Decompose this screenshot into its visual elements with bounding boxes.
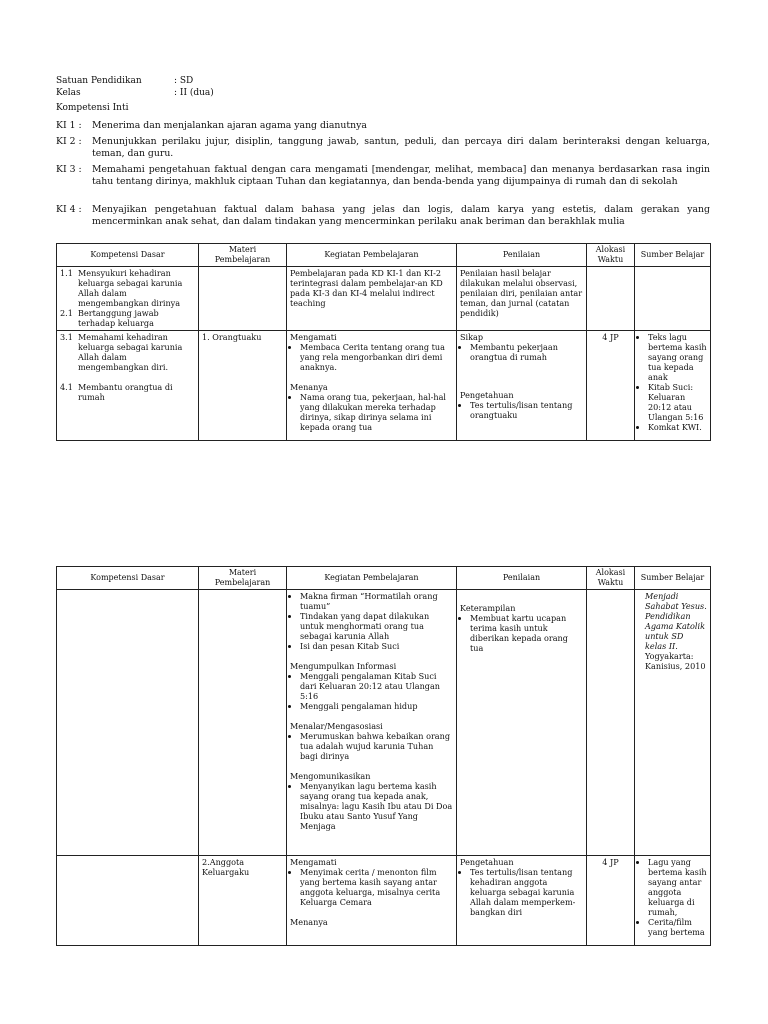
list-item: • Isi dan pesan Kitab Suci [300,641,453,651]
list-item: • Membantu pekerjaan orangtua di rumah [470,342,583,362]
list-item: • Menyanyikan lagu bertema kasih sayang orang tua kepada anak, misalnya: lagu Kasih Ibu atau Di Doa Ibuku atau Santo Yusuf Yang Menjaga [300,781,453,831]
list-item: • Tes tertulis/lisan tentang orangtuaku [470,400,583,420]
ki-2 [56,136,710,160]
kd-cell [57,267,199,331]
header-materi: Materi Pembelajaran [199,244,287,267]
table-row [57,267,711,331]
list-item: • Membaca Cerita tentang orang tua yang rela mengorbankan diri demi anaknya. [300,342,453,372]
kd-text: Bertanggung jawab terhadap keluarga [78,308,159,328]
header-kegiatan: Kegiatan Pembelajaran [287,244,457,267]
rpp-table-1 [56,243,711,441]
kelas-label: Kelas [56,88,81,98]
penilaian-list [460,613,583,653]
kompetensi-inti-heading: Kompetensi Inti [56,103,129,113]
ki-text: Menyajikan pengetahuan faktual dalam bahasa yang jelas dan logis, dalam karya yang estetis, dalam gerakan yang mencerminkan anak sehat, dan dalam tindakan yang mencerminkan perilaku anak beriman dan berakhlak mulia [92,204,710,227]
kegiatan-heading: Mengamati [290,857,337,867]
ki-code: KI 1 : [56,120,82,131]
kd-number: 3.1 [60,332,73,342]
kd-item [60,308,195,328]
table-row [57,856,711,946]
ki-code: KI 2 : [56,136,82,147]
ki-text: Menerima dan menjalankan ajaran agama yang dianutnya [92,120,367,131]
alokasi-cell: 4 JP [587,331,635,441]
sumber-cell [635,590,711,856]
kegiatan-list [290,867,453,907]
penilaian-heading: Keterampilan [460,603,516,613]
list-item: • Makna firman “Hormatilah orang tuamu” [300,591,453,611]
kd-number: 1.1 [60,268,73,278]
alokasi-cell [587,267,635,331]
rpp-table-2 [56,566,711,946]
kegiatan-heading: Menalar/Mengasosiasi [290,721,383,731]
list-item: • Menggali pengalaman hidup [300,701,453,711]
sumber-publisher: Yogyakarta: Kanisius, 2010 [645,651,706,671]
penilaian-cell: Penilaian hasil belajar dilakukan melalui observasi, penilaian diri, penilaian antar teman, dan jurnal (catatan pendidik) [457,267,587,331]
header-sumber: Sumber Belajar [635,244,711,267]
penilaian-cell [457,590,587,856]
sumber-cell [635,267,711,331]
kegiatan-cell [287,331,457,441]
sumber-book-title: Menjadi Sahabat Yesus. Pendidikan Agama Katolik untuk SD kelas II. [645,591,707,651]
header-kd: Kompetensi Dasar [57,244,199,267]
header-alokasi: Alokasi Waktu [587,244,635,267]
penilaian-heading: Sikap [460,332,484,342]
list-item: • Lagu yang bertema kasih sayang antar anggota keluarga di rumah, [648,857,707,917]
ki-code: KI 3 : [56,164,82,175]
materi-cell: 1. Orangtuaku [199,331,287,441]
header-kd: Kompetensi Dasar [57,567,199,590]
kegiatan-heading: Menanya [290,382,328,392]
kegiatan-heading: Mengumpulkan Informasi [290,661,397,671]
penilaian-heading: Pengetahuan [460,857,514,867]
kegiatan-list [290,591,453,651]
alokasi-cell: 4 JP [587,856,635,946]
ki-1 [56,120,710,132]
list-item: • Menyimak cerita / menonton film yang bertema kasih sayang antar anggota keluarga, misalnya cerita Keluarga Cemara [300,867,453,907]
kd-cell [57,331,199,441]
penilaian-heading: Pengetahuan [460,390,514,400]
kd-number: 4.1 [60,382,73,392]
penilaian-list [460,342,583,362]
ki-code: KI 4 : [56,204,82,215]
kd-item [60,382,195,402]
sumber-list [638,857,707,937]
header-penilaian: Penilaian [457,244,587,267]
list-item: • Komkat KWI. [648,422,707,432]
kegiatan-heading: Mengamati [290,332,337,342]
kd-text: Memahami kehadiran keluarga sebagai karunia Allah dalam mengembangkan diri. [78,332,183,372]
penilaian-cell [457,331,587,441]
kd-cell [57,856,199,946]
kelas-value: : II (dua) [174,88,214,98]
list-item: • Membuat kartu ucapan terima kasih untuk diberikan kepada orang tua [470,613,583,653]
list-item: • Tindakan yang dapat dilakukan untuk menghormati orang tua sebagai karunia Allah [300,611,453,641]
kd-number: 2.1 [60,308,73,318]
table-row [57,331,711,441]
kegiatan-cell [287,590,457,856]
header-sumber: Sumber Belajar [635,567,711,590]
list-item: • Teks lagu bertema kasih sayang orang tua kepada anak [648,332,707,382]
kd-item [60,332,195,372]
materi-cell: 2.Anggota Keluargaku [199,856,287,946]
kd-text: Mensyukuri kehadiran keluarga sebagai karunia Allah dalam mengembangkan dirinya [78,268,183,308]
kegiatan-list [290,342,453,372]
header-penilaian: Penilaian [457,567,587,590]
list-item: • Merumuskan bahwa kebaikan orang tua adalah wujud karunia Tuhan bagi dirinya [300,731,453,761]
list-item: • Kitab Suci: Keluaran 20:12 atau Ulangan 5:16 [648,382,707,422]
sumber-cell [635,331,711,441]
table-row [57,590,711,856]
list-item: • Tes tertulis/lisan tentang kehadiran anggota keluarga sebagai karunia Allah dalam memperkem-bangkan diri [470,867,583,917]
list-item: • Nama orang tua, pekerjaan, hal-hal yang dilakukan mereka terhadap dirinya, sikap dirinya selama ini kepada orang tua [300,392,453,432]
header-materi: Materi Pembelajaran [199,567,287,590]
kegiatan-list [290,671,453,711]
list-item: • Menggali pengalaman Kitab Suci dari Keluaran 20:12 atau Ulangan 5:16 [300,671,453,701]
penilaian-list [460,400,583,420]
penilaian-list [460,867,583,917]
sumber-list [638,332,707,432]
table-header-row [57,567,711,590]
header-kegiatan: Kegiatan Pembelajaran [287,567,457,590]
materi-cell [199,267,287,331]
table-header-row [57,244,711,267]
satuan-label: Satuan Pendidikan [56,76,142,86]
penilaian-cell [457,856,587,946]
sumber-cell [635,856,711,946]
ki-3 [56,164,710,188]
ki-4 [56,204,710,228]
kd-cell [57,590,199,856]
ki-text: Memahami pengetahuan faktual dengan cara mengamati [mendengar, melihat, membaca] dan menanya berdasarkan rasa ingin tahu tentang dirinya, makhluk ciptaan Tuhan dan kegiatannya, dan benda-benda yang dijumpainya di rumah dan di sekolah [92,164,710,187]
materi-cell [199,590,287,856]
kegiatan-cell [287,856,457,946]
header-alokasi: Alokasi Waktu [587,567,635,590]
list-item: • Cerita/film yang bertema [648,917,707,937]
alokasi-cell [587,590,635,856]
kd-text: Membantu orangtua di rumah [78,382,173,402]
ki-text: Menunjukkan perilaku jujur, disiplin, tanggung jawab, santun, peduli, dan percaya diri dalam berinteraksi dengan keluarga, teman, dan guru. [92,136,710,159]
satuan-pendidikan-row [56,76,193,87]
kegiatan-list [290,392,453,432]
kelas-row [56,88,214,99]
kegiatan-heading: Mengomunikasikan [290,771,371,781]
kegiatan-heading: Menanya [290,917,328,927]
kegiatan-list [290,731,453,761]
kegiatan-cell: Pembelajaran pada KD KI-1 dan KI-2 terintegrasi dalam pembelajar-an KD pada KI-3 dan KI-4 melalui indirect teaching [287,267,457,331]
kegiatan-list [290,781,453,831]
kd-item [60,268,195,308]
satuan-value: : SD [174,76,194,86]
